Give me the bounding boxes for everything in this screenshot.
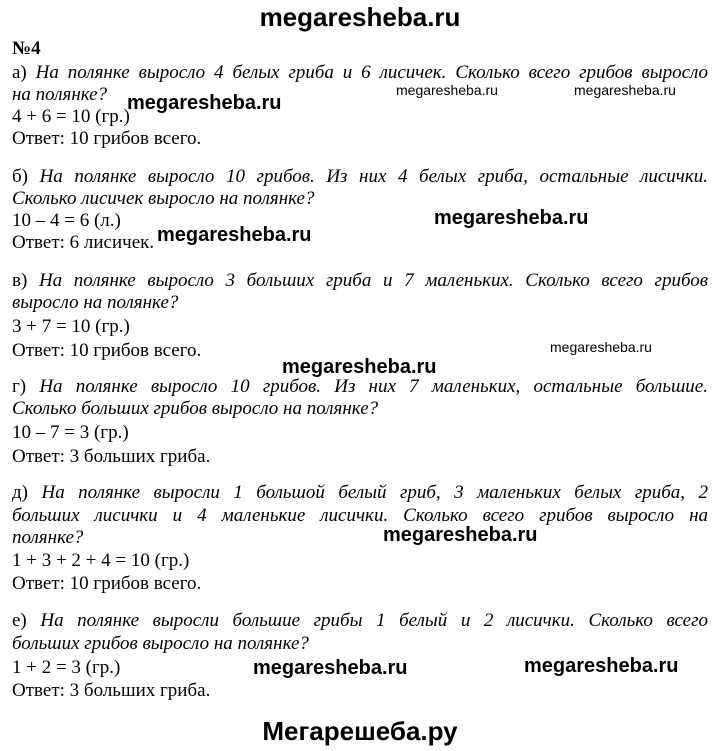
part-d-task-line-2: Сколько больших грибов выросло на полянке?: [12, 398, 379, 419]
part-e-letter: д): [12, 482, 28, 503]
part-d-letter: г): [12, 376, 27, 397]
part-e-task-line-3: полянке?: [12, 527, 84, 548]
part-f-task-line-1: е) На полянке выросли большие грибы 1 белый и 2 лисички. Сколько всего: [12, 610, 709, 631]
watermark-large: megaresheba.ru: [524, 655, 679, 677]
part-d-answer: Ответ: 3 больших гриба.: [12, 446, 211, 467]
part-c-task-line-1: в) На полянке выросло 3 больших гриба и 7 маленьких. Сколько всего грибов: [12, 270, 709, 291]
watermark-large: megaresheba.ru: [157, 224, 312, 246]
part-c-solution: 3 + 7 = 10 (гр.): [12, 316, 130, 337]
part-a-solution: 4 + 6 = 10 (гр.): [12, 106, 130, 127]
watermark-large: megaresheba.ru: [434, 207, 589, 229]
watermark-large: megaresheba.ru: [282, 356, 437, 378]
part-b-task-line-2: Сколько лисичек выросло на полянке?: [12, 188, 315, 209]
watermark-small: megaresheba.ru: [574, 82, 676, 98]
part-a-answer: Ответ: 10 грибов всего.: [12, 128, 202, 149]
part-b-answer: Ответ: 6 лисичек.: [12, 232, 155, 253]
part-f-answer: Ответ: 3 больших гриба.: [12, 680, 211, 701]
site-header: megaresheba.ru: [259, 2, 461, 32]
part-c-task-line-2: выросло на полянке?: [12, 292, 179, 313]
part-b-task-line-1: б) На полянке выросло 10 грибов. Из них 4 белых гриба, остальные лисички.: [12, 166, 709, 187]
watermark-small: megaresheba.ru: [550, 339, 652, 355]
watermark-large: megaresheba.ru: [253, 657, 408, 679]
problem-number: №4: [12, 38, 41, 59]
part-c-answer: Ответ: 10 грибов всего.: [12, 340, 202, 361]
part-f-solution: 1 + 2 = 3 (гр.): [12, 657, 121, 678]
part-e-solution: 1 + 3 + 2 + 4 = 10 (гр.): [12, 550, 190, 571]
part-e-task-line-2: больших лисички и 4 маленькие лисички. Сколько всего грибов выросло на: [12, 505, 708, 526]
watermark-large: megaresheba.ru: [127, 92, 282, 114]
watermark-small: megaresheba.ru: [396, 82, 498, 98]
site-footer: Мегарешеба.ру: [262, 716, 458, 746]
part-b-solution: 10 – 4 = 6 (л.): [12, 210, 121, 231]
part-d-solution: 10 – 7 = 3 (гр.): [12, 422, 129, 443]
part-c-letter: в): [12, 270, 28, 291]
part-e-answer: Ответ: 10 грибов всего.: [12, 573, 202, 594]
part-b-letter: б): [12, 166, 28, 187]
part-f-letter: е): [12, 610, 27, 631]
part-a-letter: а): [12, 62, 27, 83]
part-a-task-line-1: а) На полянке выросло 4 белых гриба и 6 лисичек. Сколько всего грибов выросло: [12, 62, 709, 83]
part-a-task-line-2: на полянке?: [12, 84, 108, 105]
part-d-task-line-1: г) На полянке выросло 10 грибов. Из них 7 маленьких, остальные большие.: [12, 376, 708, 397]
part-f-task-line-2: больших грибов выросло на полянке?: [12, 633, 309, 654]
part-e-task-line-1: д) На полянке выросли 1 большой белый гриб, 3 маленьких белых гриба, 2: [12, 482, 709, 503]
watermark-large: megaresheba.ru: [383, 524, 538, 546]
